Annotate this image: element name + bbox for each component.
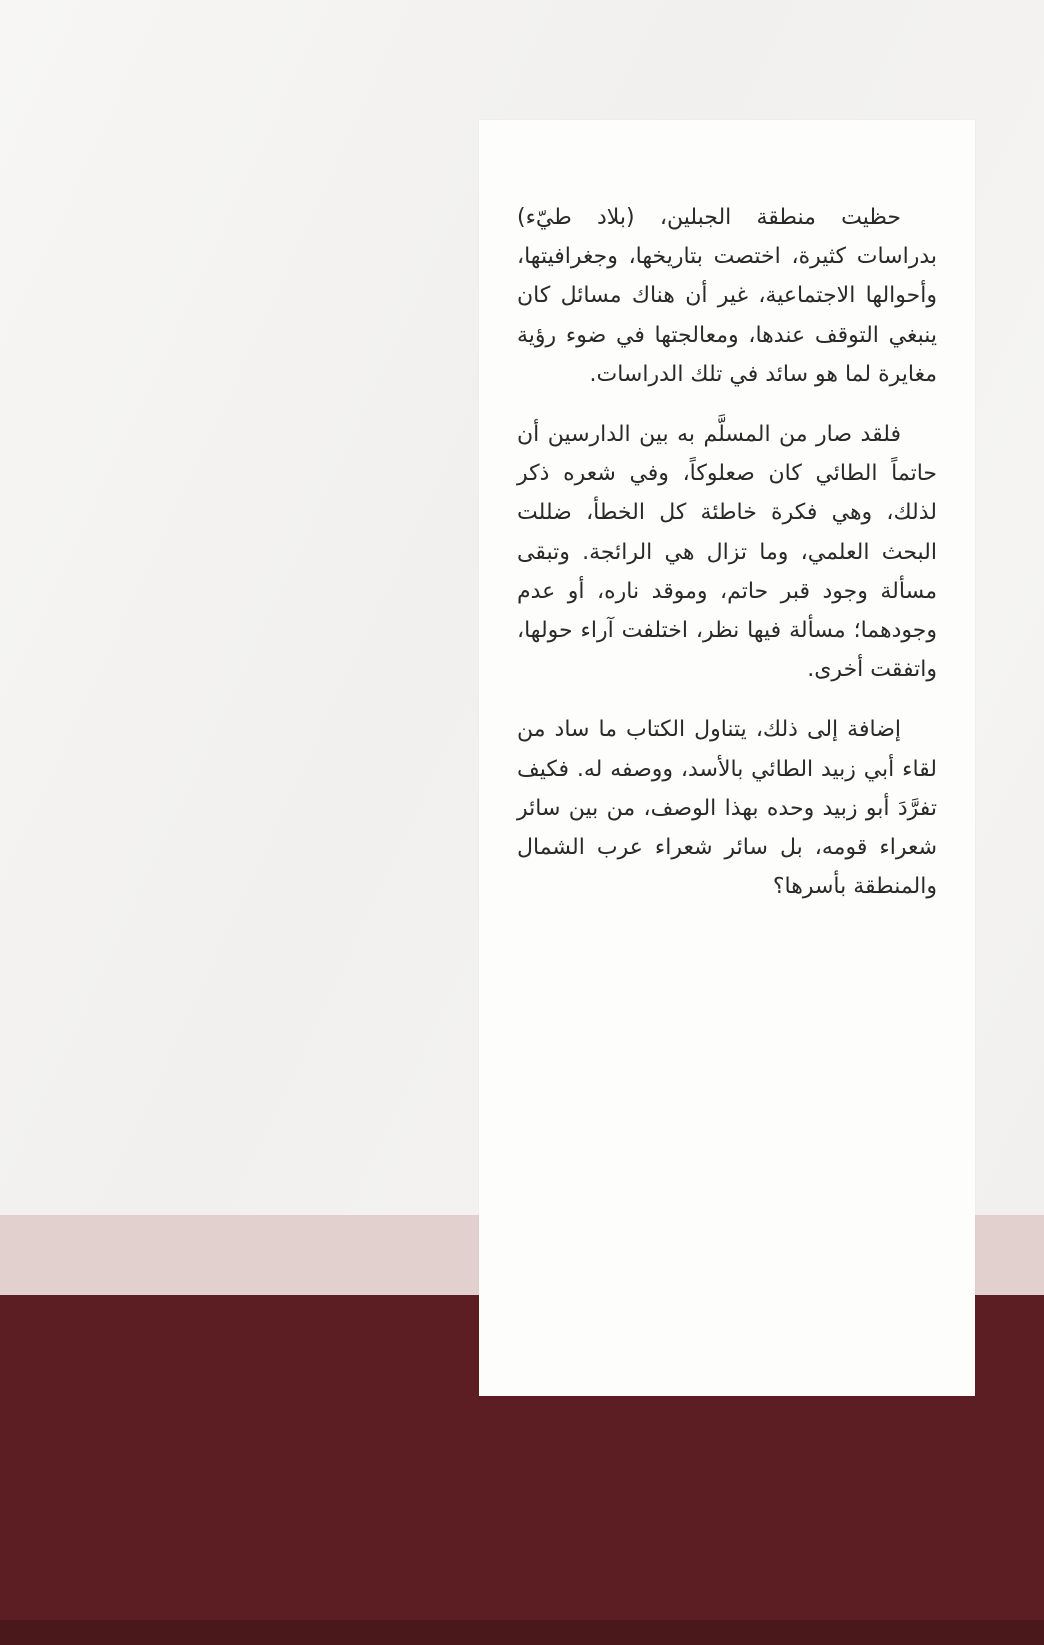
blurb-paragraph-3: إضافة إلى ذلك، يتناول الكتاب ما ساد من لقاء أبي زبيد الطائي بالأسد، ووصفه له. فكيف تفرَّدَ أبو زبيد وحده بهذا الوصف، من بين سائر شعراء قومه، بل سائر شعراء عرب الشمال والمنطقة بأسرها؟ [517, 717, 937, 900]
maroon-band-shade [0, 1620, 1044, 1645]
blurb-paragraph-2: فلقد صار من المسلَّم به بين الدارسين أن حاتماً الطائي كان صعلوكاً، وفي شعره ذكر لذلك، وهي فكرة خاطئة كل الخطأ، ضللت البحث العلمي، وما تزال هي الرائجة. وتبقى مسألة وجود قبر حاتم، وموقد ناره، أو عدم وجودهما؛ مسألة فيها نظر، اختلفت آراء حولها، واتفقت أخرى. [517, 422, 937, 683]
blurb-text [517, 198, 937, 927]
blurb-paragraph-1: حظيت منطقة الجبلين، (بلاد طيّء) بدراسات كثيرة، اختصت بتاريخها، وجغرافيتها، وأحوالها الاجتماعية، غير أن هناك مسائل كان ينبغي التوقف عندها، ومعالجتها في ضوء رؤية مغايرة لما هو سائد في تلك الدراسات. [517, 205, 937, 387]
